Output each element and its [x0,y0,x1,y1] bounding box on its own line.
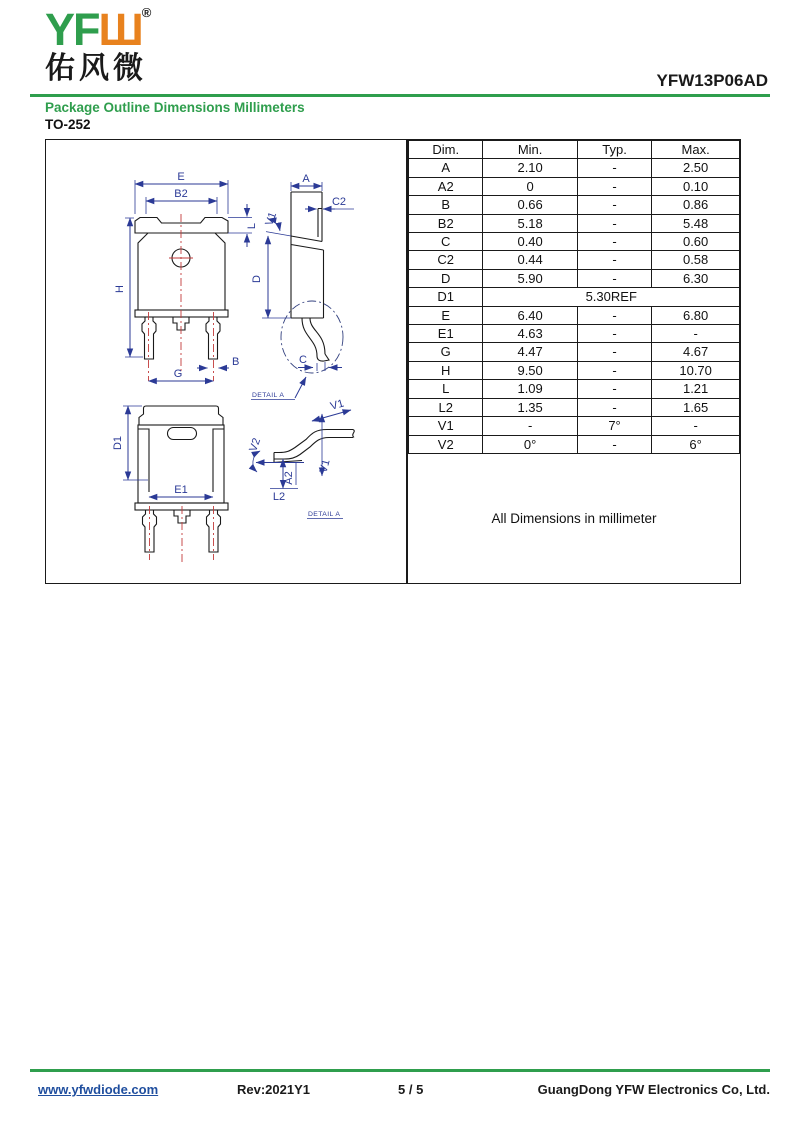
table-cell: - [483,417,577,435]
logo-chinese-name: 佑风微 [45,52,147,85]
table-cell: - [652,417,740,435]
table-cell: 0.58 [652,251,740,269]
column-header-dim: Dim. [409,141,483,159]
dim-label-v2: V2 [247,436,264,454]
side-view [251,173,354,400]
company-logo [45,6,151,84]
part-number: YFW13P06AD [656,71,768,90]
table-cell: 6.80 [652,306,740,324]
table-cell: V1 [409,417,483,435]
table-cell: - [577,435,651,453]
table-cell: 0.44 [483,251,577,269]
logo-w-glyph: Ш [98,4,142,55]
table-row [409,435,740,453]
dim-label-a: A [302,173,310,185]
table-cell: - [577,325,651,343]
table-cell: - [577,343,651,361]
logo-yf-text: YF [45,4,99,55]
dim-label-v1-side: V1 [263,210,280,228]
dim-label-v1-bend: V1 [317,458,333,475]
table-cell: - [652,325,740,343]
table-cell: 0.60 [652,233,740,251]
table-cell: 6.40 [483,306,577,324]
table-cell: 0 [483,177,577,195]
table-row [409,177,740,195]
logo-wordmark [45,4,152,55]
table-cell: 5.18 [483,214,577,232]
table-row [409,251,740,269]
dim-label-h: H [114,285,126,293]
detail-a-pointer-label: DETAIL A [252,392,285,399]
website-link[interactable]: www.yfwdiode.com [38,1082,159,1097]
package-outline-box [45,139,741,584]
table-cell: 4.67 [652,343,740,361]
table-cell: 1.65 [652,398,740,416]
table-cell: L2 [409,398,483,416]
table-cell: - [577,269,651,287]
column-header-min: Min. [483,141,577,159]
table-row [409,269,740,287]
table-cell: - [577,177,651,195]
table-cell: 9.50 [483,361,577,379]
table-cell: 0° [483,435,577,453]
table-cell: - [577,306,651,324]
table-cell: C [409,233,483,251]
dim-label-g: G [173,368,183,380]
table-cell: 0.10 [652,177,740,195]
table-cell: E1 [409,325,483,343]
table-cell: L [409,380,483,398]
bottom-view [112,406,228,564]
table-cell: V2 [409,435,483,453]
table-cell: E [409,306,483,324]
package-drawing [46,140,408,580]
revision-label: Rev:2021Y1 [237,1082,310,1097]
dim-label-e1: E1 [174,484,188,496]
table-cell: A [409,159,483,177]
table-row [409,233,740,251]
dim-label-e: E [177,171,185,183]
table-cell: H [409,361,483,379]
table-cell: 1.09 [483,380,577,398]
table-row [409,398,740,416]
table-cell: B [409,196,483,214]
table-header-row [409,141,740,159]
dimension-table [408,140,740,454]
table-cell: D [409,269,483,287]
table-row [409,361,740,379]
table-cell: - [577,159,651,177]
column-header-typ: Typ. [577,141,651,159]
table-cell: 6° [652,435,740,453]
detail-a-view [247,397,354,518]
table-row [409,325,740,343]
table-row [409,288,740,306]
table-cell: - [577,380,651,398]
table-cell: 2.10 [483,159,577,177]
table-cell: D1 [409,288,483,306]
column-header-max: Max. [652,141,740,159]
table-cell: 0.86 [652,196,740,214]
table-cell: 1.35 [483,398,577,416]
table-row [409,159,740,177]
table-cell: - [577,196,651,214]
dimension-table-pane [406,140,740,583]
table-cell: 2.50 [652,159,740,177]
table-row [409,380,740,398]
table-cell: - [577,214,651,232]
table-cell: - [577,251,651,269]
dim-label-l2: L2 [272,491,286,503]
table-cell: A2 [409,177,483,195]
table-cell: 0.40 [483,233,577,251]
company-name: GuangDong YFW Electronics Co, Ltd. [537,1082,770,1097]
header-divider [30,94,770,97]
units-note: All Dimensions in millimeter [491,510,657,526]
table-cell: 5.90 [483,269,577,287]
dim-label-d: D [251,275,263,283]
table-cell: 5.48 [652,214,740,232]
front-view [114,171,258,381]
dim-label-d1: D1 [112,435,124,451]
table-row [409,306,740,324]
dim-label-c2: C2 [331,196,347,208]
dim-label-c: C [299,354,307,366]
table-row [409,196,740,214]
section-title: Package Outline Dimensions Millimeters [45,100,305,115]
table-cell: 4.63 [483,325,577,343]
dimension-table-body [409,159,740,454]
table-cell: 7° [577,417,651,435]
dim-label-v1-top: V1 [329,397,346,413]
table-cell: 10.70 [652,361,740,379]
registered-trademark-icon: ® [141,5,152,20]
table-cell: - [577,398,651,416]
table-cell: 4.47 [483,343,577,361]
table-cell: G [409,343,483,361]
table-cell: 6.30 [652,269,740,287]
table-cell: C2 [409,251,483,269]
dim-label-b: B [232,356,240,368]
table-row [409,214,740,232]
dim-label-b2: B2 [174,188,188,200]
table-row [409,417,740,435]
table-cell: - [577,361,651,379]
page-number: 5 / 5 [398,1082,424,1097]
table-row [409,343,740,361]
dim-label-a2: A2 [283,471,295,485]
table-cell: B2 [409,214,483,232]
table-cell: 1.21 [652,380,740,398]
dim-label-l: L [246,222,258,230]
detail-a-caption: DETAIL A [308,511,341,518]
table-cell: 5.30REF [483,288,740,306]
footer-divider [30,1069,770,1072]
table-cell: - [577,233,651,251]
package-name: TO-252 [45,117,91,132]
table-cell: 0.66 [483,196,577,214]
